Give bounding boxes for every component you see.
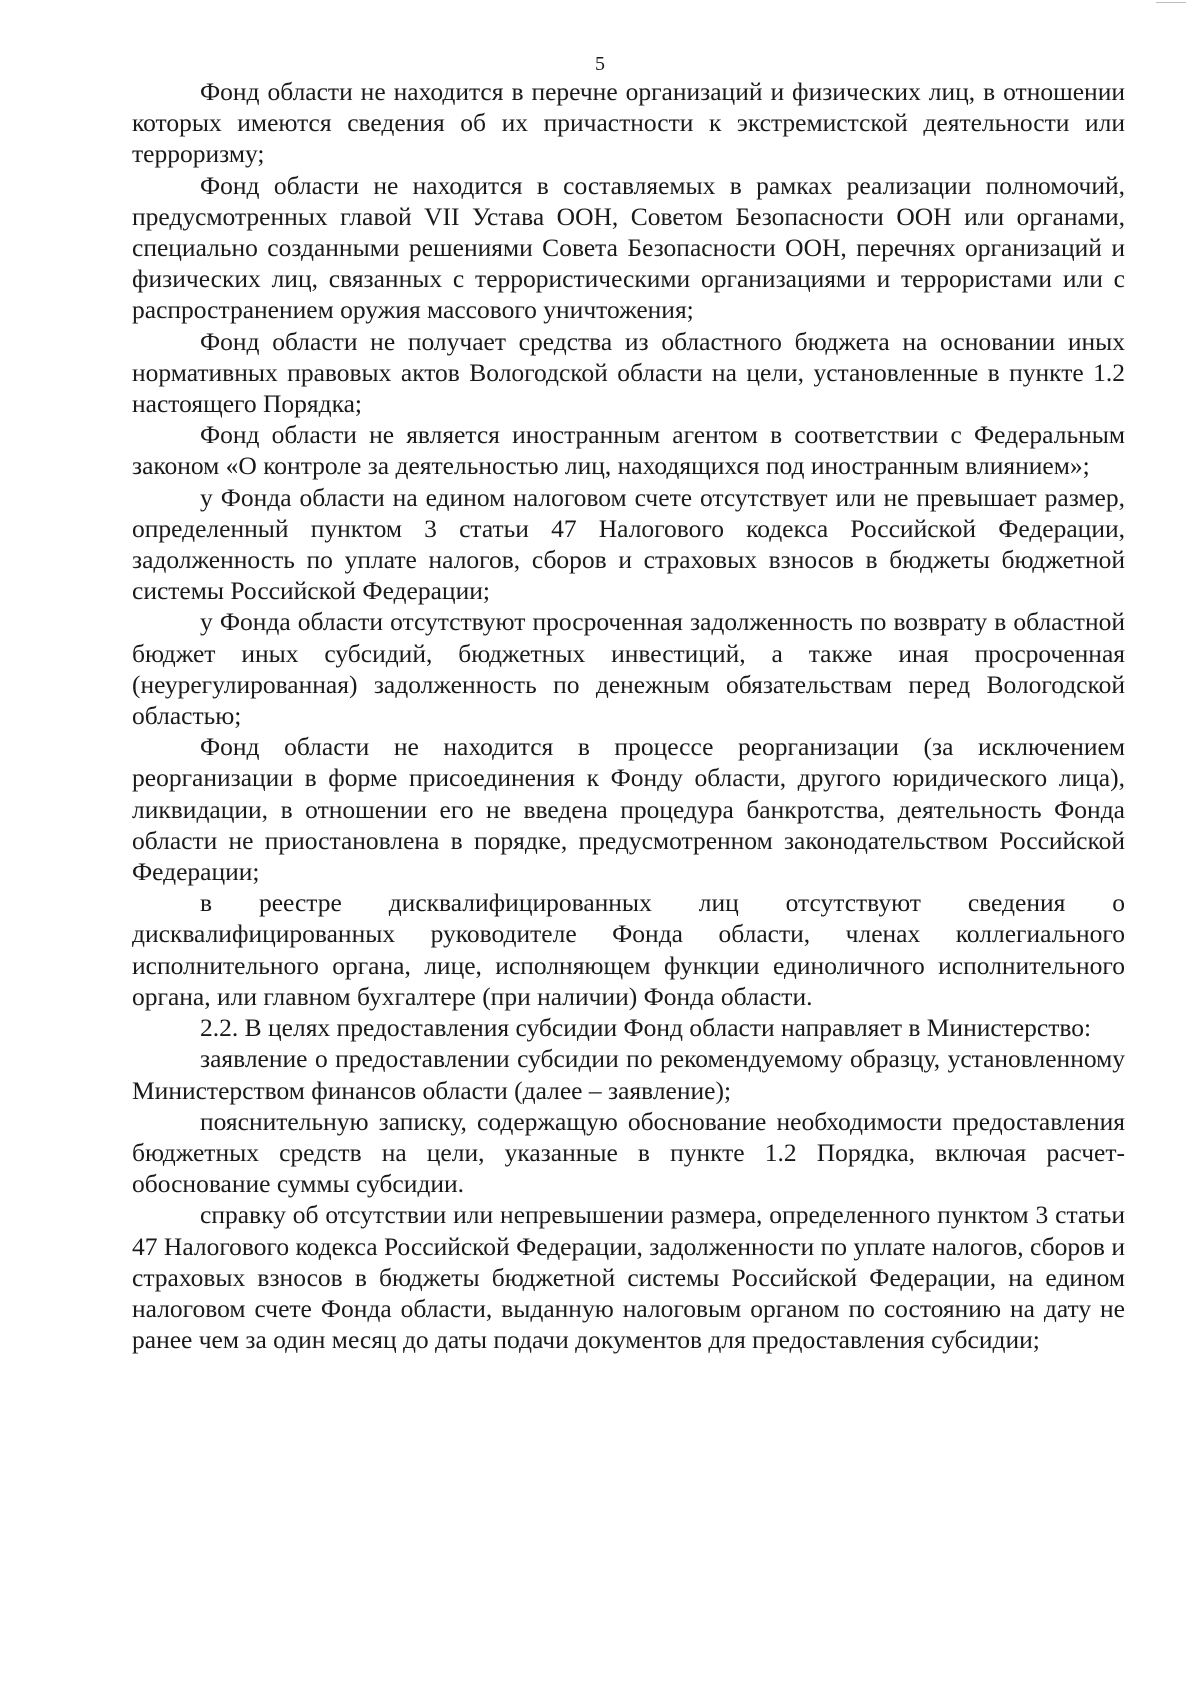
scan-corner-mark (1156, 2, 1186, 7)
paragraph-other-funding: Фонд области не получает средства из областного бюджета на основании иных нормативных правовых актов Вологодской области на цели, установленные в пункте 1.2 настоящего Порядка; (132, 326, 1125, 419)
document-body (132, 76, 1125, 1355)
paragraph-disqualified-persons: в реестре дисквалифицированных лиц отсутствуют сведения о дисквалифицированных руководителе Фонда области, членах коллегиального исполнительного органа, лице, исполняющем функции единоличного исполнительного органа, или главном бухгалтере (при наличии) Фонда области. (132, 888, 1125, 1011)
paragraph-foreign-agent: Фонд области не является иностранным агентом в соответствии с Федеральным законом «О контроле за деятельностью лиц, находящихся под иностранным влиянием»; (132, 420, 1125, 481)
paragraph-overdue-debt: у Фонда области отсутствуют просроченная задолженность по возврату в областной бюджет иных субсидий, бюджетных инвестиций, а также иная просроченная (неурегулированная) задолженность по денежным обязательствам перед Вологодской областью; (132, 607, 1125, 731)
paragraph-tax-certificate: справку об отсутствии или непревышении размера, определенного пунктом 3 статьи 47 Налогового кодекса Российской Федерации, задолженности по уплате налогов, сборов и страховых взносов в бюджеты бюджетной системы Российской Федерации, на едином налоговом счете Фонда области, выданную налоговым органом по состоянию на дату не ранее чем за один месяц до даты подачи документов для предоставления субсидии; (132, 1200, 1125, 1355)
paragraph-section-2-2: 2.2. В целях предоставления субсидии Фонд области направляет в Министерство: (200, 1013, 1092, 1043)
paragraph-extremism: Фонд области не находится в перечне организаций и физических лиц, в отношении которых имеются сведения об их причастности к экстремистской деятельности или терроризму; (132, 77, 1125, 169)
page-number: 5 (595, 53, 605, 75)
paragraph-un-lists: Фонд области не находится в составляемых в рамках реализации полномочий, предусмотренных главой VII Устава ООН, Советом Безопасности ООН или органами, специально созданными решениями Совета Безопасности ООН, перечнях организаций и физических лиц, связанных с террористическими организациями и террористами или с распространением оружия массового уничтожения; (132, 170, 1125, 325)
paragraph-tax-debt: у Фонда области на едином налоговом счете отсутствует или не превышает размер, определенный пунктом 3 статьи 47 Налогового кодекса Российской Федерации, задолженность по уплате налогов, сборов и страховых взносов в бюджеты бюджетной системы Российской Федерации; (132, 482, 1125, 606)
paragraph-explanatory-note: пояснительную записку, содержащую обоснование необходимости предоставления бюджетных средств на цели, указанные в пункте 1.2 Порядка, включая расчет-обоснование суммы субсидии. (132, 1106, 1125, 1199)
paragraph-reorganization: Фонд области не находится в процессе реорганизации (за исключением реорганизации в форме присоединения к Фонду области, другого юридического лица), ликвидации, в отношении его не введена процедура банкротства, деятельность Фонда области не приостановлена в порядке, предусмотренном законодательством Российской Федерации; (132, 732, 1125, 887)
paragraph-application: заявление о предоставлении субсидии по рекомендуемому образцу, установленному Министерством финансов области (далее – заявление); (132, 1044, 1125, 1105)
